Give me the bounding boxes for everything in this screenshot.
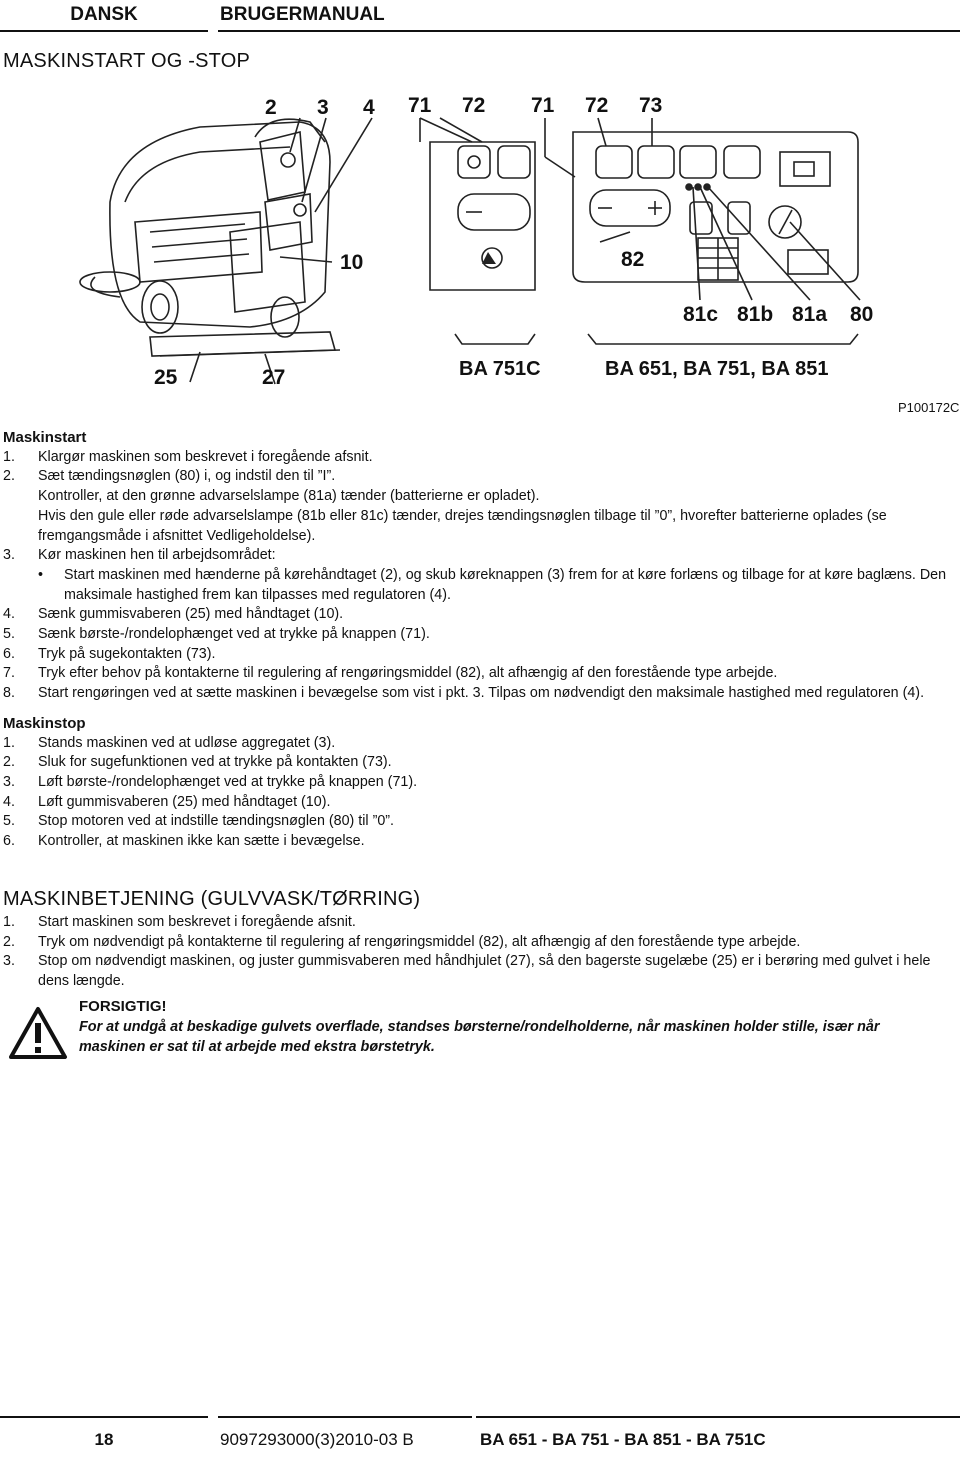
list-item: 7. Tryk efter behov på kontakterne til regulering af rengøringsmiddel (82), alt afhængig af den forestående type arbejde. [3, 665, 778, 682]
list-item: Hvis den gule eller røde advarselslampe (81b eller 81c) tænder, drejes tændingsnøglen tilbage til ”0”, hvorefter batterierne oplades (se fremgangsmåde i afsnittet Vedligeholdelse). [38, 507, 887, 544]
label-10: 10 [340, 251, 364, 274]
list-item: 3. Løft børste-/rondelophænget ved at trykke på knappen (71). [3, 773, 418, 790]
page-header [0, 0, 960, 32]
label-81b: 81b [737, 303, 774, 326]
list-item: 5. Sænk børste-/rondelophænget ved at trykke på knappen (71). [3, 626, 430, 643]
label-81a: 81a [792, 303, 828, 326]
list-item: 6. Kontroller, at maskinen ikke kan sætte i bevægelse. [3, 833, 365, 850]
list-item: 4. Løft gummisvaberen (25) med håndtaget (10). [3, 793, 331, 810]
model-label-right: BA 651, BA 751, BA 851 [605, 358, 829, 380]
label-72b: 72 [585, 94, 609, 117]
label-4: 4 [363, 96, 375, 119]
warning-icon [8, 1006, 68, 1060]
label-27: 27 [262, 366, 286, 389]
footer-models: BA 651 - BA 751 - BA 851 - BA 751C [476, 1416, 960, 1454]
figure-code: P100172C [898, 400, 960, 415]
machine-figure [0, 82, 960, 422]
instructions-operation [3, 913, 953, 992]
section-title-operation: MASKINBETJENING (GULVVASK/TØRRING) [3, 888, 421, 910]
label-3: 3 [317, 96, 329, 119]
label-72a: 72 [462, 94, 486, 117]
warning-title: FORSIGTIG! [79, 998, 167, 1015]
list-item: 1. Stands maskinen ved at udløse aggregatet (3). [3, 734, 336, 751]
label-71a: 71 [408, 94, 432, 117]
label-80: 80 [850, 303, 874, 326]
instructions-start-stop [3, 428, 953, 852]
warning-box [0, 998, 960, 1068]
list-item: 6. Tryk på sugekontakten (73). [3, 645, 216, 662]
subsection-title-start: Maskinstart [3, 429, 87, 446]
model-label-left: BA 751C [459, 358, 541, 380]
list-item: 3. Stop om nødvendigt maskinen, og juster gummisvaberen med håndhjulet (27), så den bagerste sugelæbe (25) er i berøring med gulvet i hele dens længde. [3, 953, 931, 990]
list-item: 2. Tryk om nødvendigt på kontakterne til regulering af rengøringsmiddel (82), alt afhængig af den forestående type arbejde. [3, 933, 801, 950]
label-81c: 81c [683, 303, 719, 326]
section-title-start-stop: MASKINSTART OG -STOP [3, 50, 251, 72]
list-item: 3. Kør maskinen hen til arbejdsområdet: [3, 547, 276, 564]
page-number: 18 [0, 1416, 208, 1454]
warning-text: For at undgå at beskadige gulvets overflade, standses børsterne/rondelholderne, når maskinen holder stille, især når maskinen er sat til at arbejde med ekstra børstetryk. [79, 1019, 880, 1055]
label-73: 73 [639, 94, 663, 117]
list-item: 1. Start maskinen som beskrevet i foregående afsnit. [3, 914, 356, 930]
list-item-bullet: • Start maskinen med hænderne på kørehåndtaget (2), og skub køreknappen (3) frem for at køre forlæns og tilbage for at køre baglæns. Den maksimale hastighed frem kan tilpasses med regulatoren (4). [38, 566, 947, 603]
list-item: 4. Sænk gummisvaberen (25) med håndtaget (10). [3, 606, 344, 623]
label-82: 82 [621, 248, 645, 271]
list-item: 8. Start rengøringen ved at sætte maskinen i bevægelse som vist i pkt. 3. Tilpas om nødvendigt den maksimale hastighed med regulatoren (4). [3, 685, 925, 702]
list-item: 2. Sluk for sugefunktionen ved at trykke på kontakten (73). [3, 754, 392, 771]
header-manual-title: BRUGERMANUAL [218, 0, 960, 32]
list-item: Kontroller, at den grønne advarselslampe (81a) tænder (batterierne er opladet). [38, 488, 540, 505]
subsection-title-stop: Maskinstop [3, 714, 86, 732]
label-2: 2 [265, 96, 277, 119]
list-item: 5. Stop motoren ved at indstille tændingsnøglen (80) til ”0”. [3, 813, 395, 830]
header-language: DANSK [0, 0, 208, 32]
list-item: 1. Klargør maskinen som beskrevet i foregående afsnit. [3, 448, 373, 465]
label-25: 25 [154, 366, 178, 389]
label-71b: 71 [531, 94, 555, 117]
document-code: 9097293000(3)2010-03 B [218, 1416, 472, 1454]
list-item: 2. Sæt tændingsnøglen (80) i, og indstil den til ”I”. [3, 468, 336, 485]
page-footer [0, 1416, 960, 1454]
